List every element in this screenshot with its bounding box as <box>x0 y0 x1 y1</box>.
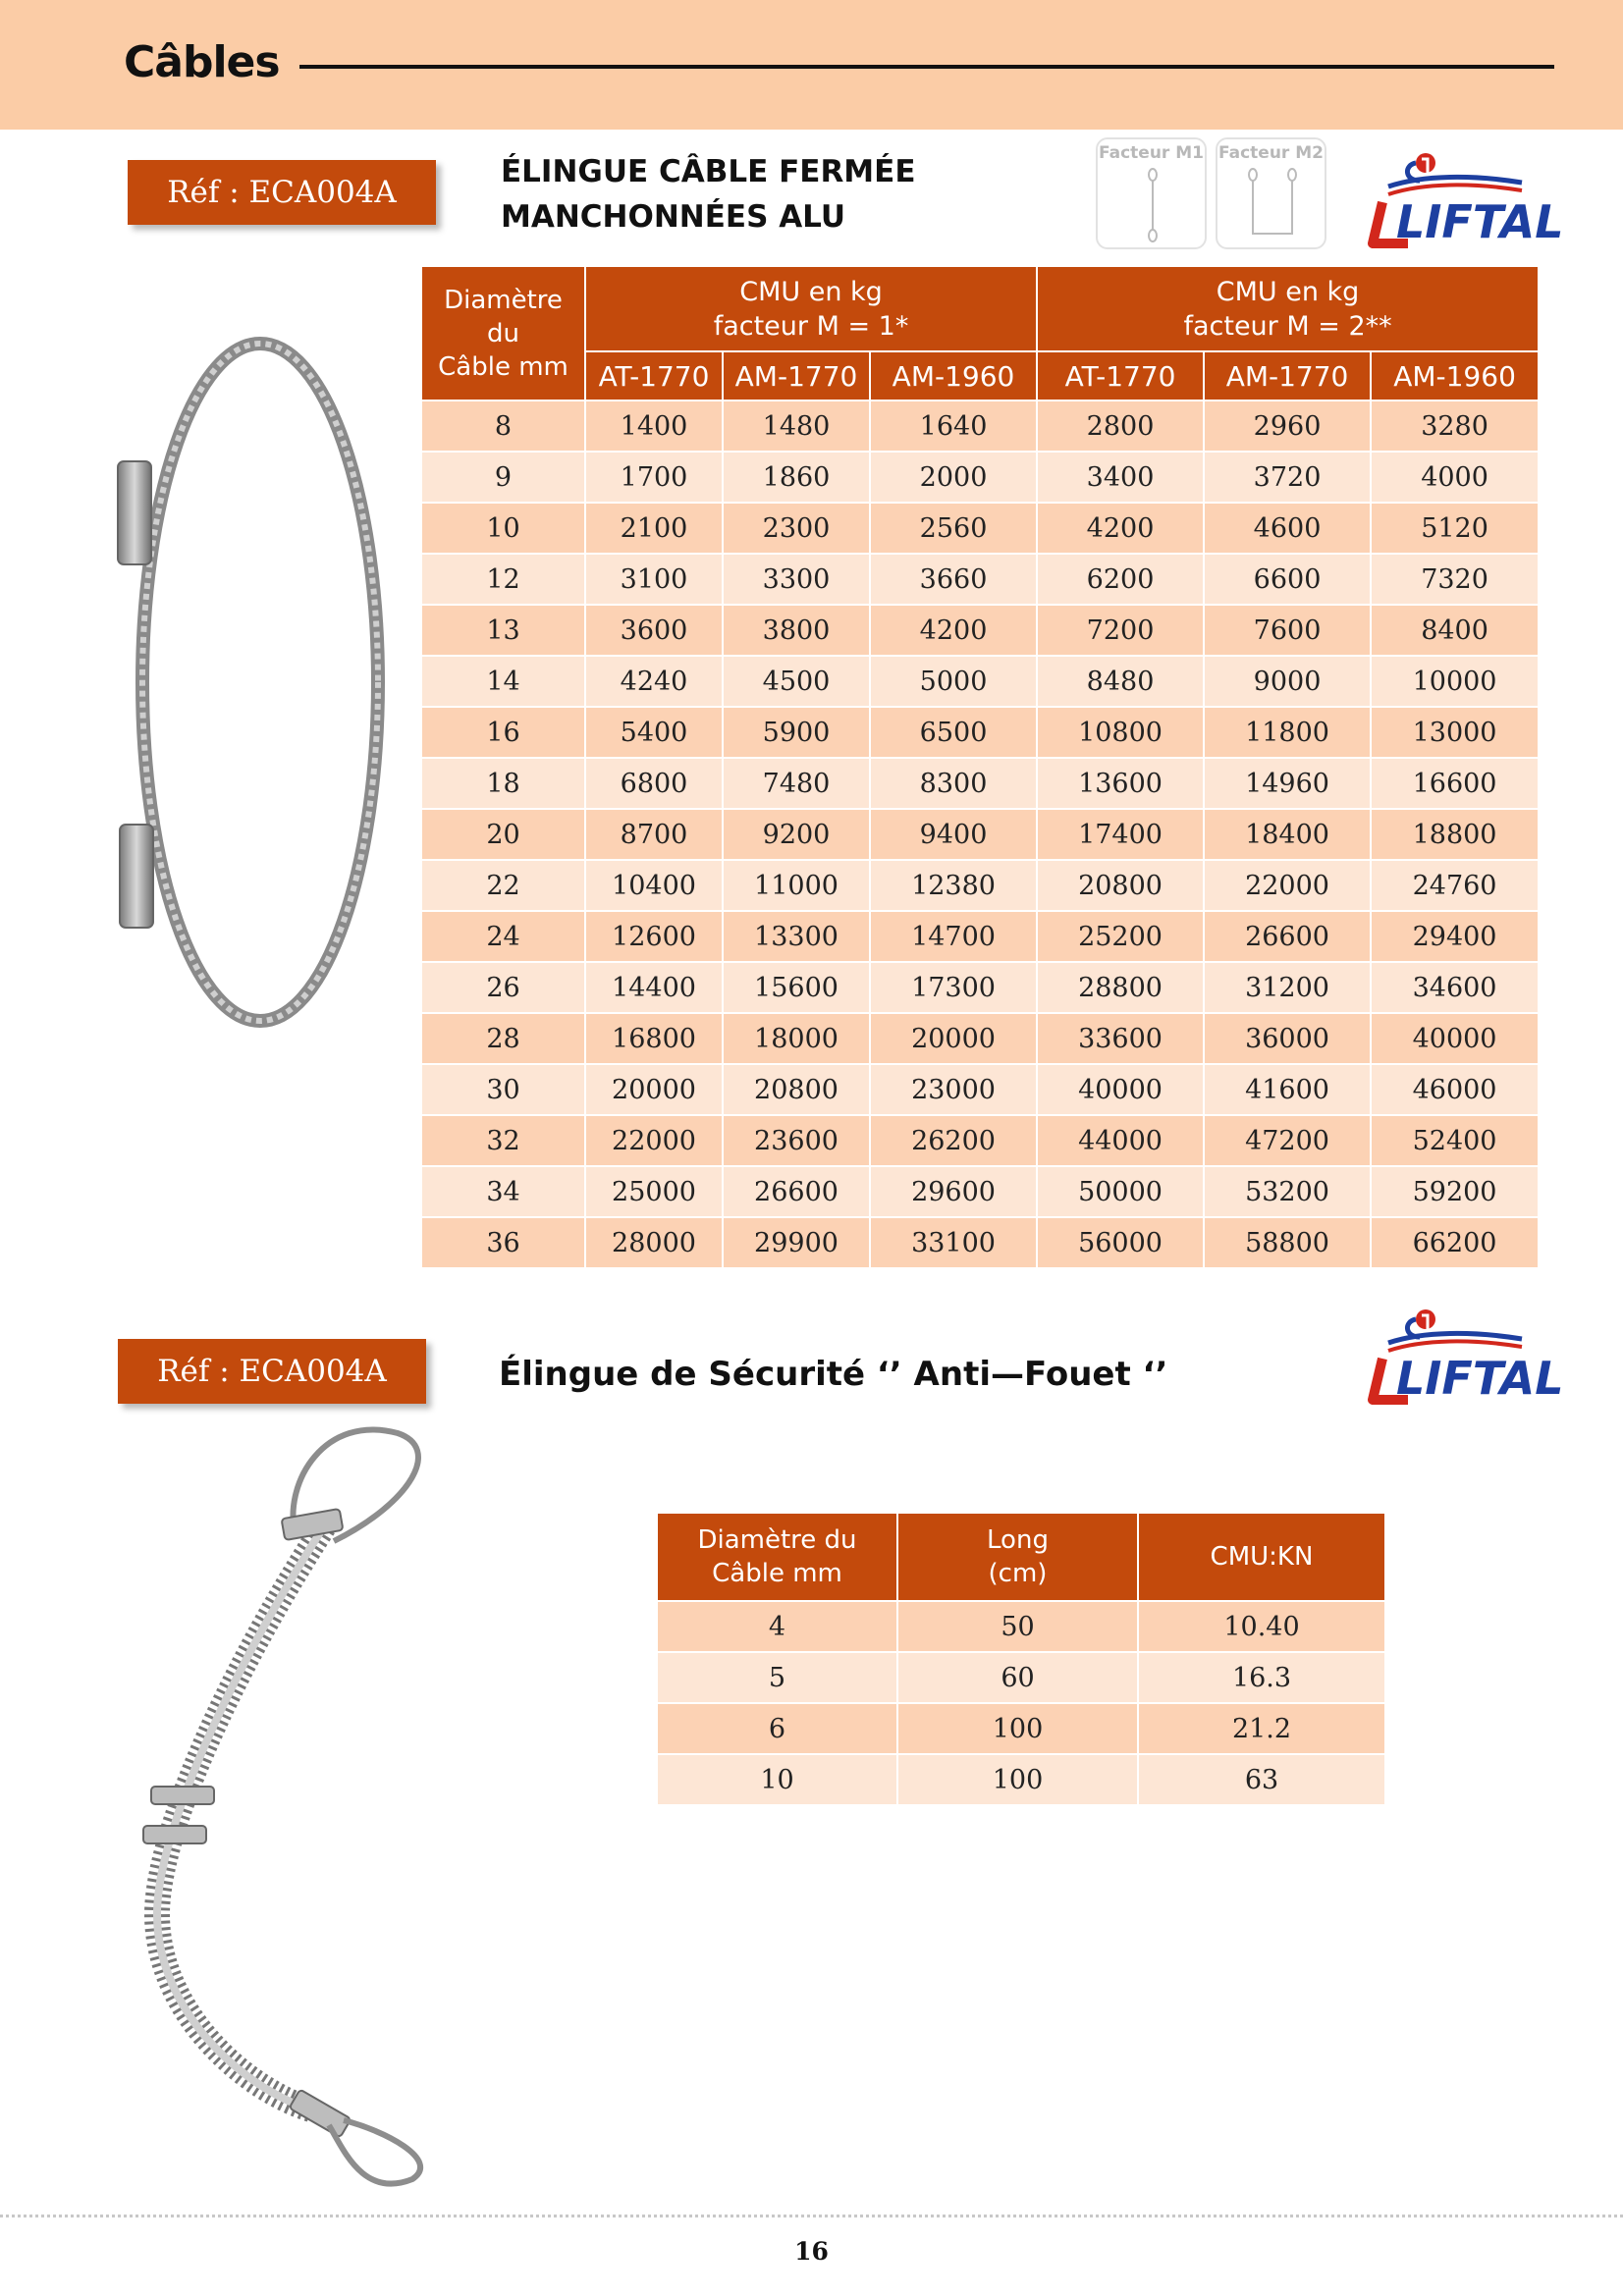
table-row <box>421 554 1539 605</box>
product-title <box>501 149 916 240</box>
ref-badge-2: Réf : ECA004A <box>118 1339 426 1404</box>
table-cell: 11000 <box>723 860 870 911</box>
page-number: 16 <box>794 2237 829 2266</box>
product-title-line1: ÉLINGUE CÂBLE FERMÉE <box>501 154 916 189</box>
table-cell: 26 <box>421 962 585 1013</box>
table-row <box>421 707 1539 758</box>
table-cell: 24760 <box>1371 860 1539 911</box>
table-cell: 2000 <box>870 452 1037 503</box>
table-cell: 66200 <box>1371 1217 1539 1268</box>
table-cell: 25200 <box>1037 911 1204 962</box>
table-cell: 13600 <box>1037 758 1204 809</box>
table-cell: 6800 <box>585 758 723 809</box>
table-cell: 4000 <box>1371 452 1539 503</box>
table-row <box>421 1217 1539 1268</box>
table-cell: 3720 <box>1204 452 1371 503</box>
anti-whip-table-body <box>657 1601 1385 1805</box>
table-cell: 17400 <box>1037 809 1204 860</box>
capacity-table <box>420 265 1540 1269</box>
table-row <box>421 1166 1539 1217</box>
table-cell: 13 <box>421 605 585 656</box>
table-cell: 5 <box>657 1652 897 1703</box>
header-diameter: Diamètre du Câble mm <box>421 266 585 400</box>
table-cell: 17300 <box>870 962 1037 1013</box>
table-cell: 10000 <box>1371 656 1539 707</box>
table-cell: 16600 <box>1371 758 1539 809</box>
table-cell: 2800 <box>1037 400 1204 452</box>
table-cell: 5000 <box>870 656 1037 707</box>
table-cell: 29600 <box>870 1166 1037 1217</box>
table-cell: 46000 <box>1371 1064 1539 1115</box>
header-grade: AT-1770 <box>585 351 723 400</box>
header-grade: AM-1960 <box>870 351 1037 400</box>
table-cell: 12380 <box>870 860 1037 911</box>
table-cell: 23000 <box>870 1064 1037 1115</box>
table-cell: 10.40 <box>1138 1601 1385 1652</box>
table-cell: 8400 <box>1371 605 1539 656</box>
table-cell: 6 <box>657 1703 897 1754</box>
table-cell: 50 <box>897 1601 1138 1652</box>
table-row <box>421 656 1539 707</box>
header-diameter: Diamètre du Câble mm <box>657 1513 897 1601</box>
table-cell: 1700 <box>585 452 723 503</box>
table-cell: 3660 <box>870 554 1037 605</box>
table-cell: 24 <box>421 911 585 962</box>
table-cell: 53200 <box>1204 1166 1371 1217</box>
table-cell: 28800 <box>1037 962 1204 1013</box>
table-row <box>421 860 1539 911</box>
table-cell: 40000 <box>1037 1064 1204 1115</box>
table-cell: 20 <box>421 809 585 860</box>
table-cell: 3300 <box>723 554 870 605</box>
header-group-factor2: CMU en kg facteur M = 2** <box>1037 266 1539 351</box>
table-cell: 18 <box>421 758 585 809</box>
table-cell: 33100 <box>870 1217 1037 1268</box>
anti-whip-table <box>656 1512 1386 1806</box>
table-row <box>421 1115 1539 1166</box>
table-cell: 14 <box>421 656 585 707</box>
table-cell: 34 <box>421 1166 585 1217</box>
table-row <box>421 605 1539 656</box>
table-cell: 4 <box>657 1601 897 1652</box>
table-cell: 56000 <box>1037 1217 1204 1268</box>
table-cell: 8300 <box>870 758 1037 809</box>
liftal-hook-logo <box>1365 145 1564 255</box>
factor-m1-card <box>1096 137 1207 249</box>
table-cell: 14400 <box>585 962 723 1013</box>
table-cell: 1480 <box>723 400 870 452</box>
table-cell: 16800 <box>585 1013 723 1064</box>
table-cell: 9 <box>421 452 585 503</box>
table-cell: 20800 <box>723 1064 870 1115</box>
table-cell: 52400 <box>1371 1115 1539 1166</box>
table-row <box>421 452 1539 503</box>
header-cmu: CMU:KN <box>1138 1513 1385 1601</box>
table-cell: 5900 <box>723 707 870 758</box>
table-cell: 36 <box>421 1217 585 1268</box>
table-cell: 2960 <box>1204 400 1371 452</box>
table-cell: 5400 <box>585 707 723 758</box>
table-cell: 3600 <box>585 605 723 656</box>
table-cell: 59200 <box>1371 1166 1539 1217</box>
table-cell: 6600 <box>1204 554 1371 605</box>
table-cell: 7320 <box>1371 554 1539 605</box>
table-cell: 2300 <box>723 503 870 554</box>
wire-rope-sling-illustration <box>108 324 422 1050</box>
table-cell: 10800 <box>1037 707 1204 758</box>
table-cell: 13000 <box>1371 707 1539 758</box>
header-grade: AM-1960 <box>1371 351 1539 400</box>
table-cell: 8 <box>421 400 585 452</box>
table-cell: 20000 <box>870 1013 1037 1064</box>
table-cell: 29400 <box>1371 911 1539 962</box>
logo-text: LIFTAL <box>1396 195 1564 248</box>
table-cell: 22000 <box>585 1115 723 1166</box>
table-cell: 3280 <box>1371 400 1539 452</box>
table-cell: 12600 <box>585 911 723 962</box>
table-cell: 30 <box>421 1064 585 1115</box>
table-cell: 2560 <box>870 503 1037 554</box>
capacity-table-body <box>421 400 1539 1268</box>
table-cell: 20800 <box>1037 860 1204 911</box>
table-row <box>657 1754 1385 1805</box>
table-cell: 22 <box>421 860 585 911</box>
title-rule <box>299 65 1554 69</box>
table-cell: 10400 <box>585 860 723 911</box>
table-row <box>421 962 1539 1013</box>
table-cell: 100 <box>897 1754 1138 1805</box>
table-cell: 33600 <box>1037 1013 1204 1064</box>
table-row <box>421 1013 1539 1064</box>
factor-m2-label: Facteur M2 <box>1218 143 1324 163</box>
table-row <box>657 1601 1385 1652</box>
table-cell: 20000 <box>585 1064 723 1115</box>
table-row <box>657 1652 1385 1703</box>
table-cell: 1640 <box>870 400 1037 452</box>
table-cell: 16 <box>421 707 585 758</box>
table-cell: 4200 <box>870 605 1037 656</box>
table-cell: 4500 <box>723 656 870 707</box>
table-cell: 22000 <box>1204 860 1371 911</box>
table-cell: 18400 <box>1204 809 1371 860</box>
table-cell: 3100 <box>585 554 723 605</box>
table-cell: 15600 <box>723 962 870 1013</box>
table-cell: 23600 <box>723 1115 870 1166</box>
table-cell: 9200 <box>723 809 870 860</box>
table-cell: 26600 <box>1204 911 1371 962</box>
product-title-line2: MANCHONNÉES ALU <box>501 199 846 235</box>
table-cell: 44000 <box>1037 1115 1204 1166</box>
table-cell: 18000 <box>723 1013 870 1064</box>
table-cell: 25000 <box>585 1166 723 1217</box>
table-cell: 4600 <box>1204 503 1371 554</box>
header-grade: AM-1770 <box>1204 351 1371 400</box>
table-cell: 14960 <box>1204 758 1371 809</box>
page-title: Câbles <box>124 37 280 87</box>
table-cell: 16.3 <box>1138 1652 1385 1703</box>
table-cell: 10 <box>657 1754 897 1805</box>
table-cell: 5120 <box>1371 503 1539 554</box>
table-cell: 28000 <box>585 1217 723 1268</box>
ref-badge: Réf : ECA004A <box>128 160 436 225</box>
factor-m2-icon <box>1217 165 1328 249</box>
table-cell: 10 <box>421 503 585 554</box>
table-cell: 28 <box>421 1013 585 1064</box>
table-cell: 12 <box>421 554 585 605</box>
header-length: Long (cm) <box>897 1513 1138 1601</box>
table-cell: 11800 <box>1204 707 1371 758</box>
table-cell: 26600 <box>723 1166 870 1217</box>
table-cell: 18800 <box>1371 809 1539 860</box>
table-cell: 29900 <box>723 1217 870 1268</box>
table-cell: 40000 <box>1371 1013 1539 1064</box>
table-cell: 7480 <box>723 758 870 809</box>
header-grade: AM-1770 <box>723 351 870 400</box>
product-title-2: Élingue de Sécurité ‘’ Anti—Fouet ‘’ <box>499 1355 1168 1394</box>
table-cell: 32 <box>421 1115 585 1166</box>
table-row <box>657 1703 1385 1754</box>
table-row <box>421 400 1539 452</box>
table-cell: 14700 <box>870 911 1037 962</box>
table-row <box>421 1064 1539 1115</box>
table-cell: 3400 <box>1037 452 1204 503</box>
table-cell: 41600 <box>1204 1064 1371 1115</box>
table-row <box>421 911 1539 962</box>
table-cell: 47200 <box>1204 1115 1371 1166</box>
table-cell: 1860 <box>723 452 870 503</box>
table-cell: 31200 <box>1204 962 1371 1013</box>
header-group-factor1: CMU en kg facteur M = 1* <box>585 266 1037 351</box>
table-cell: 8700 <box>585 809 723 860</box>
table-cell: 4240 <box>585 656 723 707</box>
table-cell: 7600 <box>1204 605 1371 656</box>
table-cell: 1400 <box>585 400 723 452</box>
table-cell: 13300 <box>723 911 870 962</box>
table-cell: 21.2 <box>1138 1703 1385 1754</box>
table-cell: 8480 <box>1037 656 1204 707</box>
table-row <box>421 758 1539 809</box>
table-cell: 100 <box>897 1703 1138 1754</box>
table-cell: 3800 <box>723 605 870 656</box>
anti-whip-sling-illustration <box>118 1423 452 2199</box>
table-row <box>421 503 1539 554</box>
table-cell: 34600 <box>1371 962 1539 1013</box>
table-cell: 26200 <box>870 1115 1037 1166</box>
table-cell: 6500 <box>870 707 1037 758</box>
factor-m1-label: Facteur M1 <box>1099 143 1204 163</box>
table-cell: 50000 <box>1037 1166 1204 1217</box>
table-cell: 9400 <box>870 809 1037 860</box>
table-cell: 9000 <box>1204 656 1371 707</box>
factor-m2-card <box>1216 137 1326 249</box>
table-cell: 63 <box>1138 1754 1385 1805</box>
footer-divider <box>0 2215 1623 2217</box>
table-row <box>421 809 1539 860</box>
table-cell: 2100 <box>585 503 723 554</box>
table-cell: 58800 <box>1204 1217 1371 1268</box>
table-cell: 6200 <box>1037 554 1204 605</box>
factor-m1-icon <box>1098 165 1209 249</box>
header-grade: AT-1770 <box>1037 351 1204 400</box>
table-cell: 4200 <box>1037 503 1204 554</box>
logo-text: LIFTAL <box>1396 1352 1564 1405</box>
table-cell: 60 <box>897 1652 1138 1703</box>
table-cell: 7200 <box>1037 605 1204 656</box>
table-cell: 36000 <box>1204 1013 1371 1064</box>
liftal-hook-logo <box>1365 1302 1564 1412</box>
